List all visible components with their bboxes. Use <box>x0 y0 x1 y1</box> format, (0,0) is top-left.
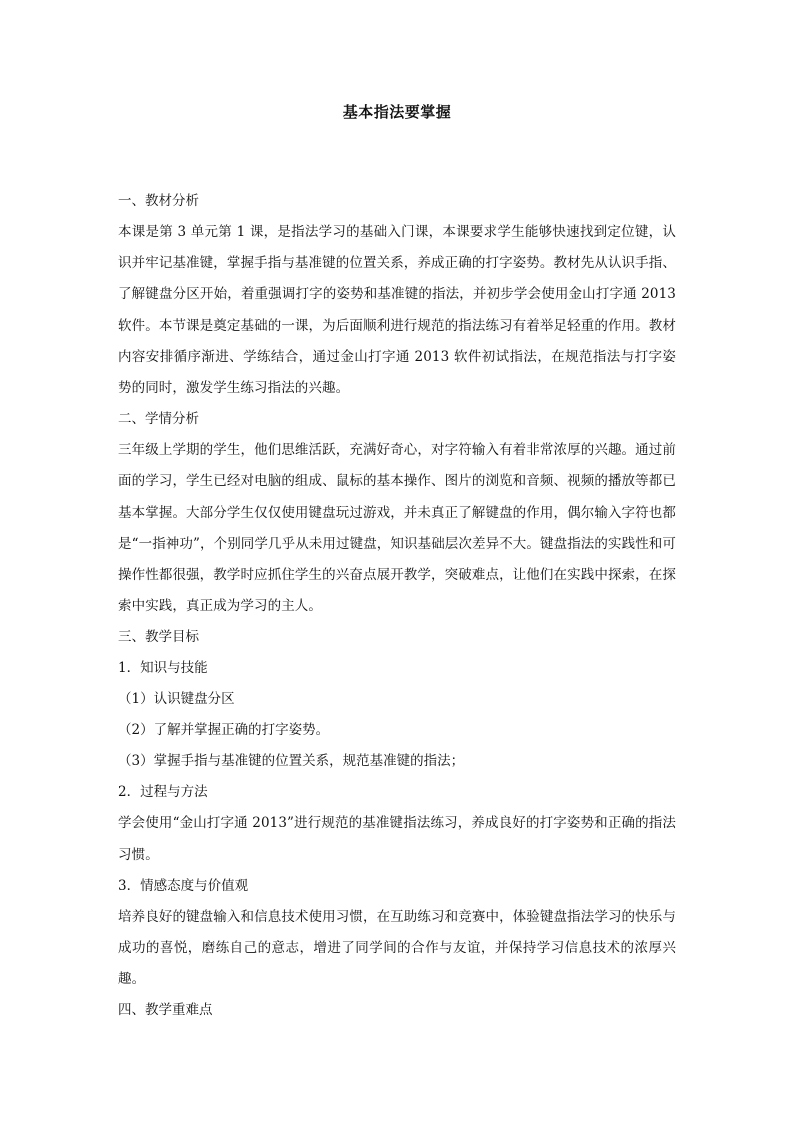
paragraph-student-analysis: 三年级上学期的学生，他们思维活跃，充满好奇心，对字符输入有着非常浓厚的兴趣。通过前面的学习，学生已经对电脑的组成、鼠标的基本操作、图片的浏览和音频、视频的播放等都已基本掌握。大部分学生仅仅使用键盘玩过游戏，并未真正了解键盘的作用，偶尔输入字符也都是“一指神功”，个别同学几乎从未用过键盘，知识基础层次差异不大。键盘指法的实践性和可操作性都很强，教学时应抓住学生的兴奋点展开教学，突破难点，让他们在实践中探索，在探索中实践，真正成为学习的主人。 <box>118 442 677 615</box>
section-heading-student-analysis: 二、学情分析 <box>118 411 199 428</box>
paragraph-attitude-values: 培养良好的键盘输入和信息技术使用习惯，在互助练习和竞赛中，体验键盘指法学习的快乐与成功的喜悦，磨练自己的意志，增进了同学间的合作与友谊，并保持学习信息技术的浓厚兴趣。 <box>118 908 676 988</box>
paragraph-textbook-analysis: 本课是第 3 单元第 1 课，是指法学习的基础入门课，本课要求学生能够快速找到定位键，认识并牢记基准键，掌握手指与基准键的位置关系，养成正确的打字姿势。教材先从认识手指、了解键盘分区开始，着重强调打字的姿势和基准键的指法，并初步学会使用金山打字通 2013 软件。本节课是奠定基础的一课，为后面顺利进行规范的指法练习有着举足轻重的作用。教材内容安排循序渐进、学练结合，通过金山打字通 2013 软件初试指法，在规范指法与打字姿势的同时，激发学生练习指法的兴趣。 <box>118 224 676 397</box>
subheading-attitude-values: 3．情感态度与价值观 <box>118 877 249 894</box>
document-page <box>118 100 676 1026</box>
section-heading-key-difficulties: 四、教学重难点 <box>118 1002 213 1019</box>
list-item: （2）了解并掌握正确的打字姿势。 <box>118 722 330 739</box>
section-heading-textbook-analysis: 一、教材分析 <box>118 193 199 209</box>
section-heading-teaching-goals: 三、教学目标 <box>118 629 199 646</box>
list-item: （3）掌握手指与基准键的位置关系，规范基准键的指法； <box>118 753 465 770</box>
subheading-knowledge-skills: 1．知识与技能 <box>118 660 208 677</box>
document-title: 基本指法要掌握 <box>342 103 452 121</box>
subheading-process-method: 2．过程与方法 <box>118 784 208 801</box>
list-item: （1）认识键盘分区 <box>118 691 235 708</box>
paragraph-process-method: 学会使用“金山打字通 2013”进行规范的基准键指法练习，养成良好的打字姿势和正确的指法习惯。 <box>118 815 676 863</box>
